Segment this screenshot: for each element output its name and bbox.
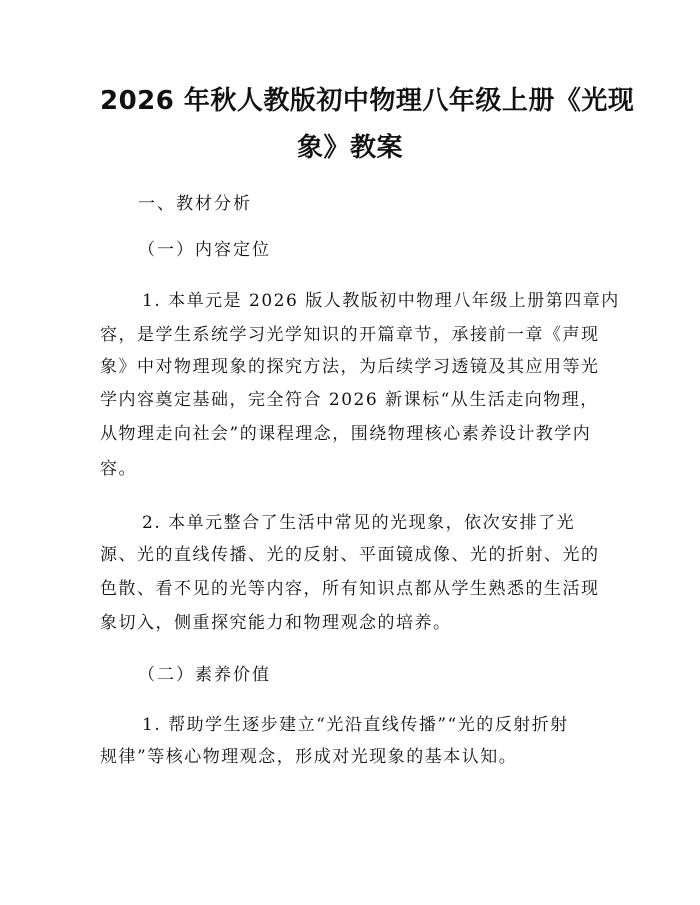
paragraph-line: 从物理走向社会”的课程理念，围绕物理核心素养设计教学内 [100,424,592,444]
paragraph-line: 1. 帮助学生逐步建立“光沿直线传播”“光的反射折射 [142,715,569,735]
document-title-line-2: 象》教案 [296,133,403,163]
paragraph-line: 规律”等核心物理观念，形成对光现象的基本认知。 [100,747,518,767]
paragraph-line: 学内容奠定基础，完全符合 2026 新课标“从生活走向物理， [100,390,599,410]
document-title-line-1: 2026 年秋人教版初中物理八年级上册《光现 [100,86,635,116]
section-heading-teaching-material-analysis: 一、教材分析 [138,194,252,214]
subsection-heading-content-positioning: （一）内容定位 [138,240,271,260]
paragraph-line: 色散、看不见的光等内容，所有知识点都从学生熟悉的生活现 [100,579,600,599]
paragraph-line: 2. 本单元整合了生活中常见的光现象，依次安排了光 [142,513,576,533]
subsection-heading-literacy-value: （二）素养价值 [138,665,271,685]
paragraph-line: 源、光的直线传播、光的反射、平面镜成像、光的折射、光的 [100,545,600,565]
paragraph-line: 容。 [100,459,137,479]
paragraph-line: 容，是学生系统学习光学知识的开篇章节，承接前一章《声现 [100,325,600,345]
paragraph-line: 1. 本单元是 2026 版人教版初中物理八年级上册第四章内 [142,291,620,311]
paragraph-line: 象》中对物理现象的探究方法，为后续学习透镜及其应用等光 [100,357,600,377]
paragraph-line: 象切入，侧重探究能力和物理观念的培养。 [100,613,452,633]
